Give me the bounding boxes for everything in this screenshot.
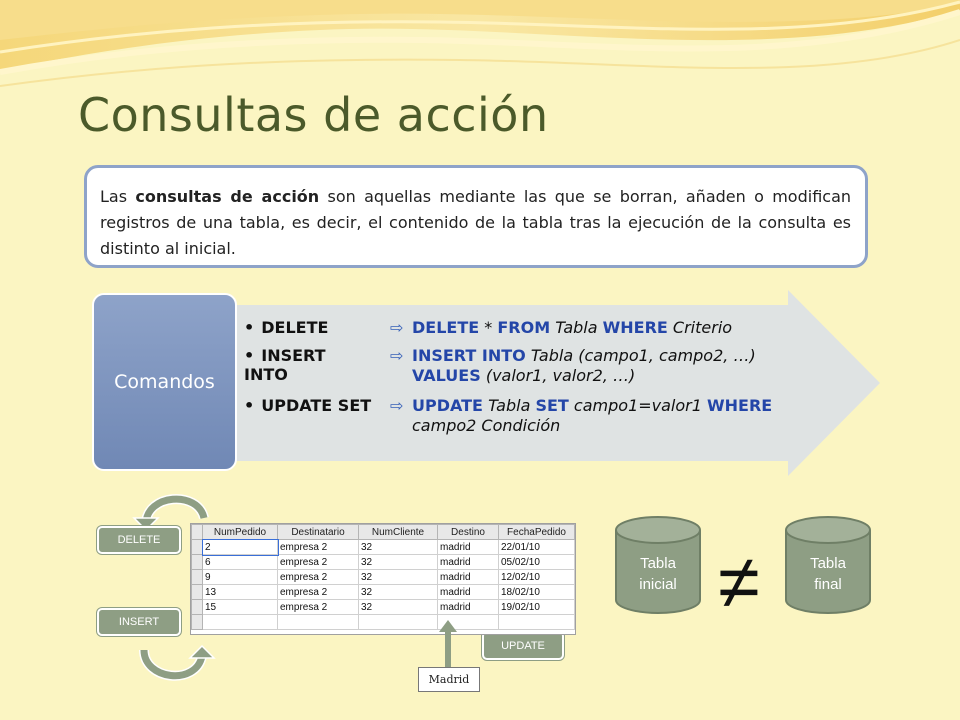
- cylinder-final-line2: final: [814, 576, 842, 593]
- table-cell[interactable]: 15: [203, 600, 278, 615]
- table-cell[interactable]: [359, 615, 438, 630]
- table-cell[interactable]: empresa 2: [278, 540, 359, 555]
- row-selector[interactable]: [192, 570, 203, 585]
- sql-keyword: WHERE: [707, 396, 773, 415]
- commands-label-box: [92, 293, 237, 471]
- table-row[interactable]: [192, 555, 575, 570]
- command-syntax: [412, 346, 812, 386]
- table-header-row: [192, 525, 575, 540]
- table-cell[interactable]: madrid: [438, 555, 499, 570]
- table-cell[interactable]: 6: [203, 555, 278, 570]
- description-text-start: Las: [100, 187, 136, 206]
- table-cell[interactable]: madrid: [438, 600, 499, 615]
- column-header[interactable]: NumPedido: [203, 525, 278, 540]
- cylinder-final-line1: Tabla: [810, 555, 846, 572]
- cylinder-initial-line2: inicial: [639, 576, 677, 593]
- command-name: • INSERT INTO: [244, 346, 374, 384]
- sql-keyword: SET: [535, 396, 569, 415]
- description-text-end: son aquellas mediante las que se borran, añaden o modifican registros de una tabla, es decir, el contenido de la tabla tras la ejecución de la consulta es distinto al inicial.: [100, 187, 852, 258]
- arrow-right-icon: ⇨: [390, 396, 404, 415]
- sql-text: Tabla (campo1, campo2, …): [525, 346, 756, 365]
- sql-text: Tabla: [482, 396, 536, 415]
- table-cell[interactable]: 32: [359, 555, 438, 570]
- table-cell[interactable]: 32: [359, 570, 438, 585]
- table-row[interactable]: [192, 600, 575, 615]
- table-cell[interactable]: 13: [203, 585, 278, 600]
- cylinder-final-label: [784, 553, 872, 595]
- arrow-right-icon: ⇨: [390, 318, 404, 337]
- table-cell[interactable]: 05/02/10: [499, 555, 575, 570]
- sql-keyword: WHERE: [602, 318, 668, 337]
- table-cell[interactable]: madrid: [438, 570, 499, 585]
- sql-keyword: UPDATE: [412, 396, 483, 415]
- madrid-value-box: Madrid: [418, 667, 480, 692]
- sql-keyword: VALUES: [412, 366, 481, 385]
- table-cell[interactable]: 22/01/10: [499, 540, 575, 555]
- table-cell[interactable]: 32: [359, 585, 438, 600]
- sql-keyword: DELETE: [412, 318, 480, 337]
- table-cell[interactable]: empresa 2: [278, 585, 359, 600]
- not-equal-symbol: ≠: [718, 540, 760, 625]
- table-cell[interactable]: 19/02/10: [499, 600, 575, 615]
- sql-text: Tabla: [550, 318, 603, 337]
- sql-keyword: INSERT INTO: [412, 346, 526, 365]
- table-cell[interactable]: empresa 2: [278, 555, 359, 570]
- table-cell[interactable]: empresa 2: [278, 600, 359, 615]
- cycle-arrow-bottom-icon: [132, 642, 216, 688]
- description-box: [84, 165, 868, 268]
- table-corner-cell: [192, 525, 203, 540]
- table-cell[interactable]: 9: [203, 570, 278, 585]
- sql-text: campo1=valor1: [568, 396, 707, 415]
- cylinder-initial-label: [614, 553, 702, 595]
- command-syntax: [412, 318, 812, 338]
- command-syntax: [412, 396, 812, 436]
- description-bold-term: consultas de acción: [135, 187, 320, 206]
- command-name: • UPDATE SET: [244, 396, 374, 415]
- sql-keyword: FROM: [497, 318, 551, 337]
- command-name: • DELETE: [244, 318, 374, 337]
- sql-text: *: [479, 318, 498, 337]
- table-row[interactable]: [192, 615, 575, 630]
- update-button[interactable]: UPDATE: [482, 631, 564, 660]
- table-row[interactable]: [192, 540, 575, 555]
- table-cell[interactable]: empresa 2: [278, 570, 359, 585]
- table-cell[interactable]: 2: [203, 540, 278, 555]
- row-selector[interactable]: [192, 615, 203, 630]
- data-table: [190, 523, 576, 635]
- sql-text: campo2 Condición: [412, 416, 561, 435]
- row-selector[interactable]: [192, 600, 203, 615]
- table-cell[interactable]: [203, 615, 278, 630]
- table-row[interactable]: [192, 585, 575, 600]
- table-row[interactable]: [192, 570, 575, 585]
- table-cell[interactable]: 32: [359, 600, 438, 615]
- table-cell[interactable]: [278, 615, 359, 630]
- row-selector[interactable]: [192, 540, 203, 555]
- arrow-right-icon: ⇨: [390, 346, 404, 365]
- row-selector[interactable]: [192, 555, 203, 570]
- commands-label: Comandos: [114, 371, 215, 393]
- pointer-arrow-icon: [438, 620, 458, 668]
- table-cell[interactable]: 32: [359, 540, 438, 555]
- table-cell[interactable]: [499, 615, 575, 630]
- row-selector[interactable]: [192, 585, 203, 600]
- table-cell[interactable]: madrid: [438, 585, 499, 600]
- table-cell[interactable]: 18/02/10: [499, 585, 575, 600]
- table-cell[interactable]: 12/02/10: [499, 570, 575, 585]
- column-header[interactable]: Destinatario: [278, 525, 359, 540]
- insert-button[interactable]: INSERT: [97, 608, 181, 636]
- column-header[interactable]: Destino: [438, 525, 499, 540]
- column-header[interactable]: NumCliente: [359, 525, 438, 540]
- sql-text: (valor1, valor2, …): [480, 366, 636, 385]
- page-title: Consultas de acción: [78, 88, 549, 142]
- table-cell[interactable]: madrid: [438, 540, 499, 555]
- delete-button[interactable]: DELETE: [97, 526, 181, 554]
- sql-text: Criterio: [667, 318, 733, 337]
- column-header[interactable]: FechaPedido: [499, 525, 575, 540]
- cylinder-initial-line1: Tabla: [640, 555, 676, 572]
